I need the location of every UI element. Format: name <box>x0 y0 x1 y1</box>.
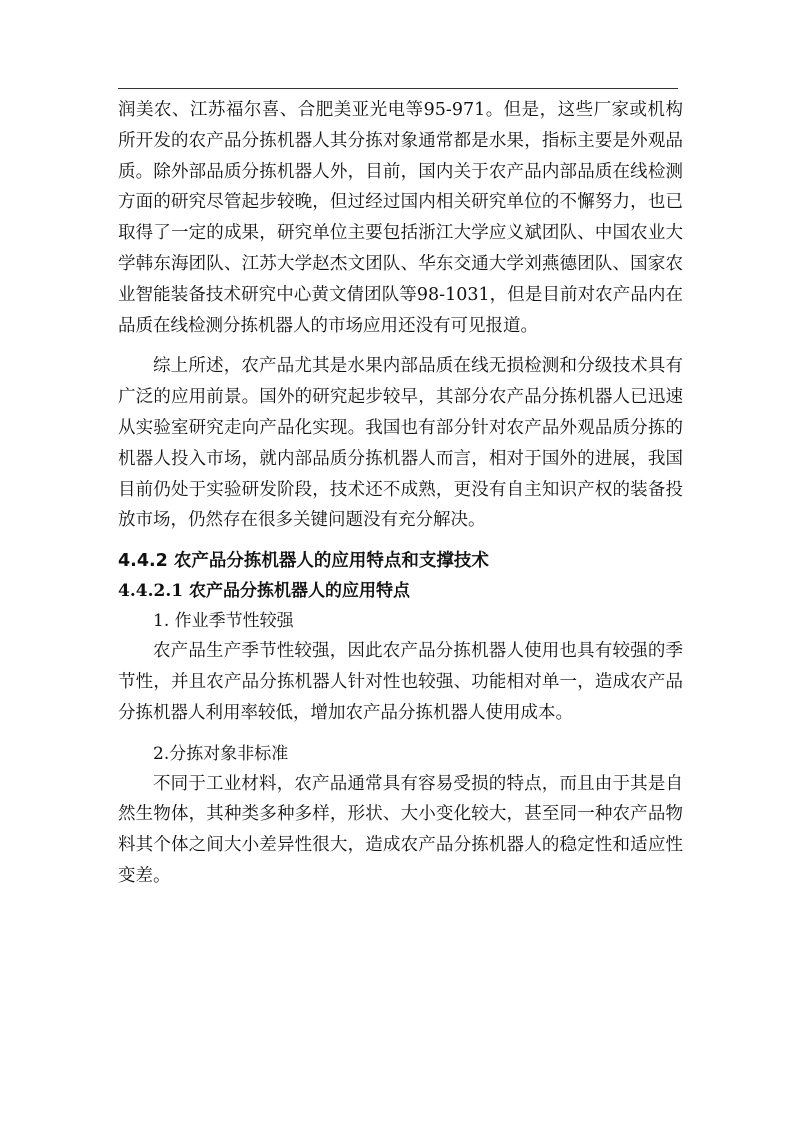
paragraph-seasonal: 农产品生产季节性较强，因此农产品分拣机器人使用也具有较强的季节性，并且农产品分拣机器人针对性也较强、功能相对单一，造成农产品分拣机器人利用率较低，增加农产品分拣机器人使用成本。 <box>118 641 683 723</box>
subsection-heading: 4.4.2.1 农产品分拣机器人的应用特点 <box>118 581 410 602</box>
section-heading: 4.4.2 农产品分拣机器人的应用特点和支撑技术 <box>118 551 489 572</box>
header-rule <box>118 88 678 89</box>
document-body <box>118 95 683 892</box>
list-item-nonstandard: 2.分拣对象非标准 <box>153 743 289 764</box>
paragraph-continued: 润美农、江苏福尔喜、合肥美亚光电等95-971。但是，这些厂家或机构所开发的农产品分拣机器人其分拣对象通常都是水果，指标主要是外观品质。除外部品质分拣机器人外，目前，国内关于农产品内部品质在线检测方面的研究尽管起步较晚，但过经过国内相关研究单位的不懈努力，也已取得了一定的成果，研究单位主要包括浙江大学应义斌团队、中国农业大学韩东海团队、江苏大学赵杰文团队、华东交通大学刘燕德团队、国家农业智能装备技术研究中心黄文倩团队等98-1031，但是目前对农产品内在品质在线检测分拣机器人的市场应用还没有可见报道。 <box>118 100 683 336</box>
paragraph-summary: 综上所述，农产品尤其是水果内部品质在线无损检测和分级技术具有广泛的应用前景。国外的研究起步较早，其部分农产品分拣机器人已迅速从实验室研究走向产品化实现。我国也有部分针对农产品外观品质分拣的机器人投入市场，就内部品质分拣机器人而言，相对于国外的进展，我国目前仍处于实验研发阶段，技术还不成熟，更没有自主知识产权的装备投放市场，仍然存在很多关键问题没有充分解决。 <box>118 356 683 531</box>
list-item-seasonal: 1. 作业季节性较强 <box>153 611 294 632</box>
paragraph-nonstandard: 不同于工业材料，农产品通常具有容易受损的特点，而且由于其是自然生物体，其种类多种多样，形状、大小变化较大，甚至同一种农产品物料其个体之间大小差异性很大，造成农产品分拣机器人的稳定性和适应性变差。 <box>118 773 683 886</box>
